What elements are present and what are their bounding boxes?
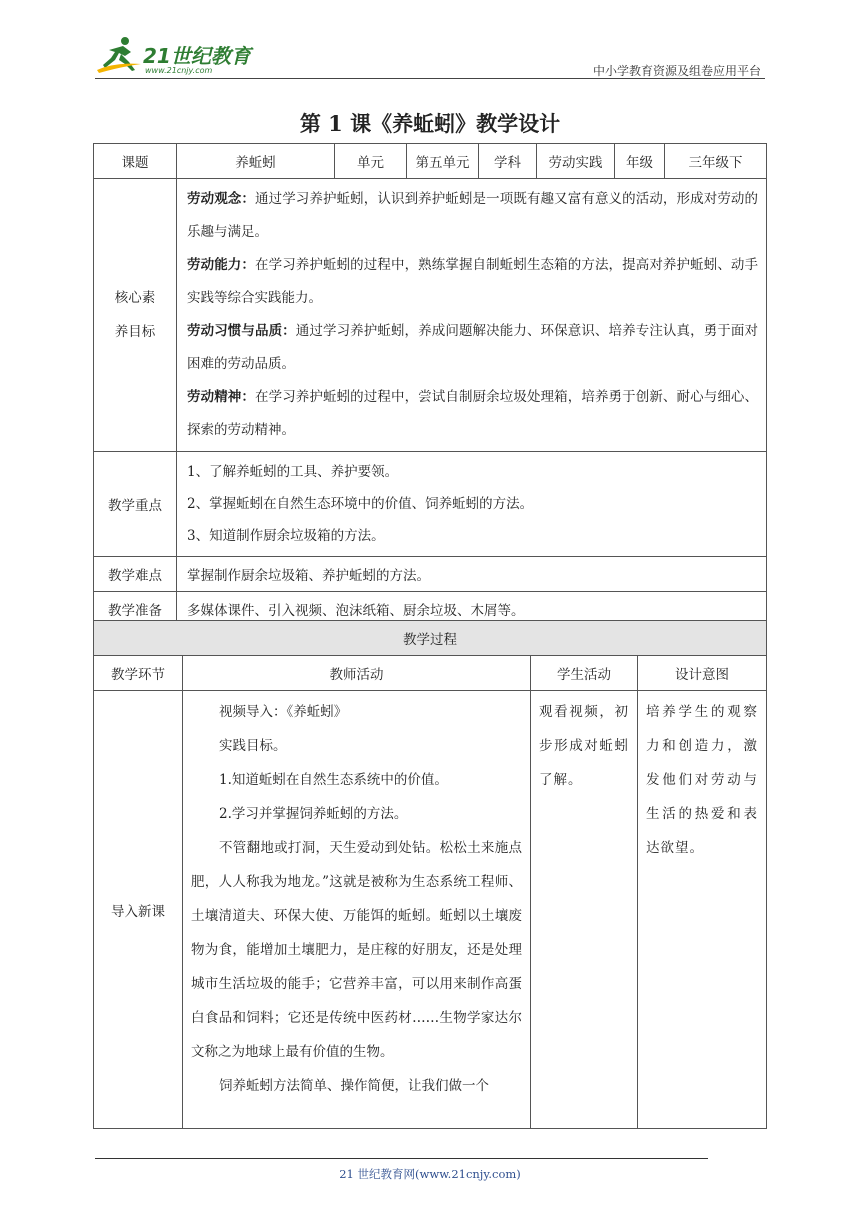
unit-label: 单元: [335, 144, 407, 179]
topic-value: 养蚯蚓: [177, 144, 335, 179]
goals-row: [94, 179, 767, 452]
goal-item: 劳动能力：在学习养护蚯蚓的过程中，熟练掌握自制蚯蚓生态箱的方法，提高对养护蚯蚓、动手实践等综合实践能力。: [187, 257, 759, 306]
col-intent: 设计意图: [638, 656, 767, 691]
runner-logo-icon: [95, 34, 145, 74]
difficulty-content: 掌握制作厨余垃圾箱、养护蚯蚓的方法。: [177, 557, 767, 592]
key-points-label: 教学重点: [94, 452, 177, 557]
page-title: 第 1 课《养蚯蚓》教学设计: [299, 111, 561, 136]
student-activity: 观看视频，初步形成对蚯蚓了解。: [531, 691, 638, 1129]
goal-item: 劳动精神：在学习养护蚯蚓的过程中，尝试自制厨余垃圾处理箱，培养勇于创新、耐心与细心、探索的劳动精神。: [187, 389, 759, 438]
site-logo[interactable]: [95, 34, 265, 74]
header-divider: [95, 78, 765, 79]
footer-divider: [95, 1158, 708, 1159]
logo-text: 21世纪教育: [143, 44, 251, 68]
preparation-content: 多媒体课件、引入视频、泡沫纸箱、厨余垃圾、木屑等。: [177, 592, 767, 627]
logo-url: www.21cnjy.com: [145, 66, 213, 75]
difficulty-row: [94, 557, 767, 592]
grade-label: 年级: [615, 144, 665, 179]
difficulty-label: 教学难点: [94, 557, 177, 592]
col-stage: 教学环节: [94, 656, 183, 691]
goals-content: [177, 179, 767, 452]
page-footer[interactable]: 21 世纪教育网(www.21cnjy.com): [339, 1167, 521, 1181]
key-points-content: [177, 452, 767, 557]
goals-label: 核心素 养目标: [94, 179, 177, 452]
process-title-row: [94, 621, 767, 656]
stage-label: 导入新课: [94, 691, 183, 1129]
subject-value: 劳动实践: [537, 144, 615, 179]
goal-item: 劳动习惯与品质：通过学习养护蚯蚓，养成问题解决能力、环保意识、培养专注认真，勇于面对困难的劳动品质。: [187, 323, 758, 372]
lesson-info-table: [93, 143, 767, 627]
process-header-row: [94, 656, 767, 691]
page-header: [95, 30, 765, 80]
design-intent: 培养学生的观察力和创造力，激发他们对劳动与生活的热爱和表达欲望。: [638, 691, 767, 1129]
process-table: [93, 620, 767, 1129]
process-row: [94, 691, 767, 1129]
info-row: [94, 144, 767, 179]
col-student: 学生活动: [531, 656, 638, 691]
list-item: 1、了解养蚯蚓的工具、养护要领。: [187, 464, 399, 480]
platform-name: 中小学教育资源及组卷应用平台: [592, 64, 761, 78]
process-title: 教学过程: [94, 621, 767, 656]
goal-item: 劳动观念：通过学习养护蚯蚓，认识到养护蚯蚓是一项既有趣又富有意义的活动，形成对劳动的乐趣与满足。: [187, 191, 759, 240]
key-points-row: [94, 452, 767, 557]
unit-value: 第五单元: [407, 144, 479, 179]
subject-label: 学科: [479, 144, 537, 179]
teacher-activity: 视频导入：《养蚯蚓》 实践目标。 1.知道蚯蚓在自然生态系统中的价值。 2.学习并掌握饲养蚯蚓的方法。 不管翻地或打洞，天生爱动到处钻。松松土来施点肥，人人称我为地龙。”这就是被称为生态系统工程师、土壤清道夫、环保大使、万能饵的蚯蚓。蚯蚓以土壤废物为食，能增加土壤肥力，是庄稼的好朋友，还是处理城市生活垃圾的能手；它营养丰富，可以用来制作高蛋白食品和饲料；它还是传统中医药材……生物学家达尔文称之为地球上最有价值的生物。 饲养蚯蚓方法简单、操作简便，让我们做一个: [183, 691, 531, 1129]
list-item: 3、知道制作厨余垃圾箱的方法。: [187, 528, 385, 544]
grade-value: 三年级下: [665, 144, 767, 179]
topic-label: 课题: [94, 144, 177, 179]
list-item: 2、掌握蚯蚓在自然生态环境中的价值、饲养蚯蚓的方法。: [187, 496, 534, 512]
preparation-label: 教学准备: [94, 592, 177, 627]
col-teacher: 教师活动: [183, 656, 531, 691]
